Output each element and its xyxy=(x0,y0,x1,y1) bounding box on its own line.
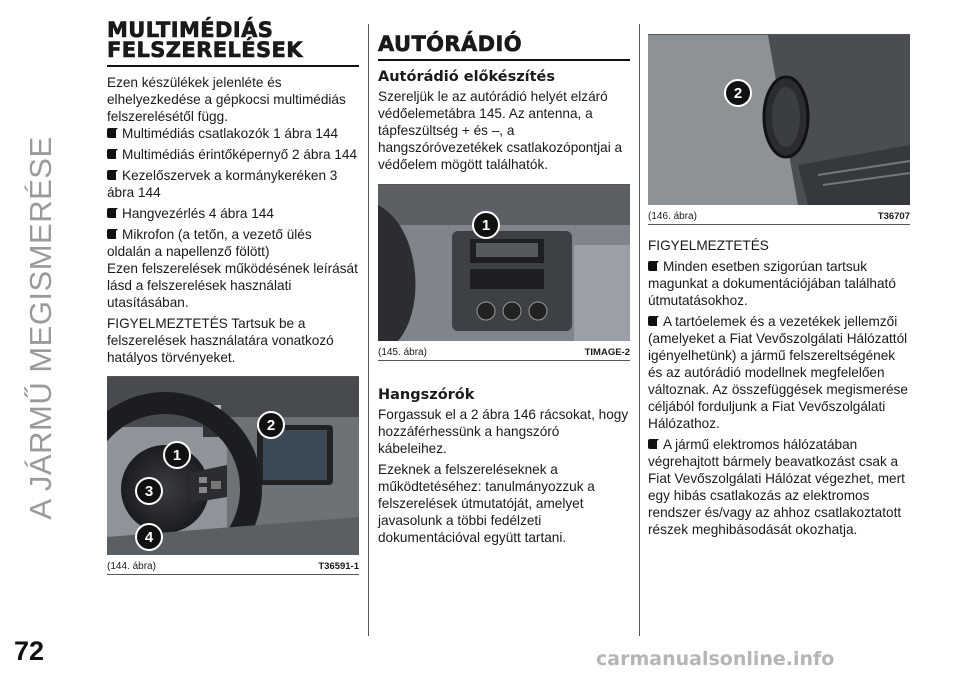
bullet-icon xyxy=(107,229,118,240)
callout-4: 4 xyxy=(135,523,163,551)
multimedia-heading: MULTIMÉDIÁS FELSZERELÉSEK xyxy=(107,20,359,67)
figure-144 xyxy=(107,376,359,575)
figure-145-caption-bar xyxy=(378,341,630,361)
bullet-icon xyxy=(107,128,118,139)
door-speaker-illustration xyxy=(648,35,910,205)
radio-heading: AUTÓRÁDIÓ xyxy=(378,34,630,61)
speakers-manual-text: Ezeknek a felszereléseknek a működtetéséhez: tanulmányozzuk a felszerelések útmutatóját, amelyet javasolunk a többi fedélzeti dokumentációval együtt tartani. xyxy=(378,462,595,545)
bullet-icon xyxy=(107,170,118,181)
speakers-subheading: Hangszórók xyxy=(378,387,475,403)
list-item: Multimédiás csatlakozók 1 ábra 144 xyxy=(107,125,359,142)
list-item: A jármű elektromos hálózatában végrehajtott bármely beavatkozást csak a Fiat Vevőszolgálati Hálózat végezhet, mert egy hibás csatlakozás az elektromos rendszer és/vagy az ahhoz csatlakoztatott részek meghibásodását okozhatja. xyxy=(648,437,905,537)
bullet-icon xyxy=(648,316,659,327)
speakers-text: Forgassuk el a 2 ábra 146 rácsokat, hogy hozzáférhessünk a hangszóró kábeleihez. xyxy=(378,407,629,456)
list-item: Minden esetben szigorúan tartsuk magunkat a dokumentációjában található útmutatásokhoz. xyxy=(648,259,896,308)
speakers-section xyxy=(378,386,630,546)
figure-146 xyxy=(648,34,910,225)
figure-145-code: TIMAGE-2 xyxy=(584,346,630,358)
figure-145-image xyxy=(378,185,630,341)
figure-144-caption-bar xyxy=(107,555,359,575)
column-divider-1 xyxy=(368,24,369,636)
figure-144-code: T36591-1 xyxy=(318,560,359,572)
bullet-icon xyxy=(648,439,659,450)
callout-1: 1 xyxy=(163,441,191,469)
warning-section xyxy=(648,237,910,538)
list-item: Mikrofon (a tetőn, a vezető ülés oldalán a napellenző fölött) xyxy=(107,227,312,259)
callout-2: 2 xyxy=(724,79,752,107)
callout-3: 3 xyxy=(135,477,163,505)
warning-title: FIGYELMEZTETÉS xyxy=(648,238,769,253)
figure-144-image xyxy=(107,377,359,555)
column-divider-2 xyxy=(639,24,640,636)
callout-2: 2 xyxy=(257,411,285,439)
figure-144-caption: (144. ábra) xyxy=(107,560,156,572)
multimedia-intro: Ezen készülékek jelenléte és elhelyezkedése a gépkocsi multimédiás felszerelésétől függ. xyxy=(107,75,346,124)
radio-prep-text: Szereljük le az autórádió helyét elzáró védőelemetábra 145. Az antenna, a tápfeszültség + és –, a hangszóróvezetékek csatlakozópontjai a védőelem mögött találhatók. xyxy=(378,89,623,172)
list-item: Multimédiás érintőképernyő 2 ábra 144 xyxy=(107,146,359,163)
figure-146-caption-bar xyxy=(648,205,910,225)
figure-146-code: T36707 xyxy=(877,210,910,222)
multimedia-bullet-list xyxy=(107,125,359,260)
bullet-icon xyxy=(107,149,118,160)
figure-146-caption: (146. ábra) xyxy=(648,210,697,222)
left-column xyxy=(107,18,359,572)
radio-slot-illustration xyxy=(378,185,630,341)
section-side-title xyxy=(6,18,76,638)
middle-column xyxy=(378,20,630,545)
figure-145-caption: (145. ábra) xyxy=(378,346,427,358)
radio-prep-subheading: Autórádió előkészítés xyxy=(378,69,556,85)
figure-146-image xyxy=(648,35,910,205)
multimedia-description: Ezen felszerelések működésének leírását lásd a felszerelések használati utasításában. xyxy=(107,261,358,310)
right-column xyxy=(648,20,910,538)
side-title-text: A JÁRMŰ MEGISMERÉSE xyxy=(23,136,58,520)
bullet-icon xyxy=(648,261,659,272)
bullet-icon xyxy=(107,208,118,219)
callout-1: 1 xyxy=(472,211,500,239)
watermark: carmanualsonline.info xyxy=(596,648,835,670)
list-item: A tartóelemek és a vezetékek jellemzői (amelyeket a Fiat Vevőszolgálati Hálózattól igényelhetünk) a jármű felszereltségének és az autórádió modellnek megfelelően változnak. Az összefüggések megismerése céljából forduljunk a Fiat Vevőszolgálati Hálózathoz. xyxy=(648,314,908,431)
list-item: Kezelőszervek a kormánykeréken 3 ábra 144 xyxy=(107,168,338,200)
page-number: 72 xyxy=(14,636,45,666)
figure-145 xyxy=(378,184,630,361)
multimedia-warning: FIGYELMEZTETÉS Tartsuk be a felszerelések használatára vonatkozó hatályos törvényeket. xyxy=(107,316,334,365)
list-item: Hangvezérlés 4 ábra 144 xyxy=(107,205,359,222)
